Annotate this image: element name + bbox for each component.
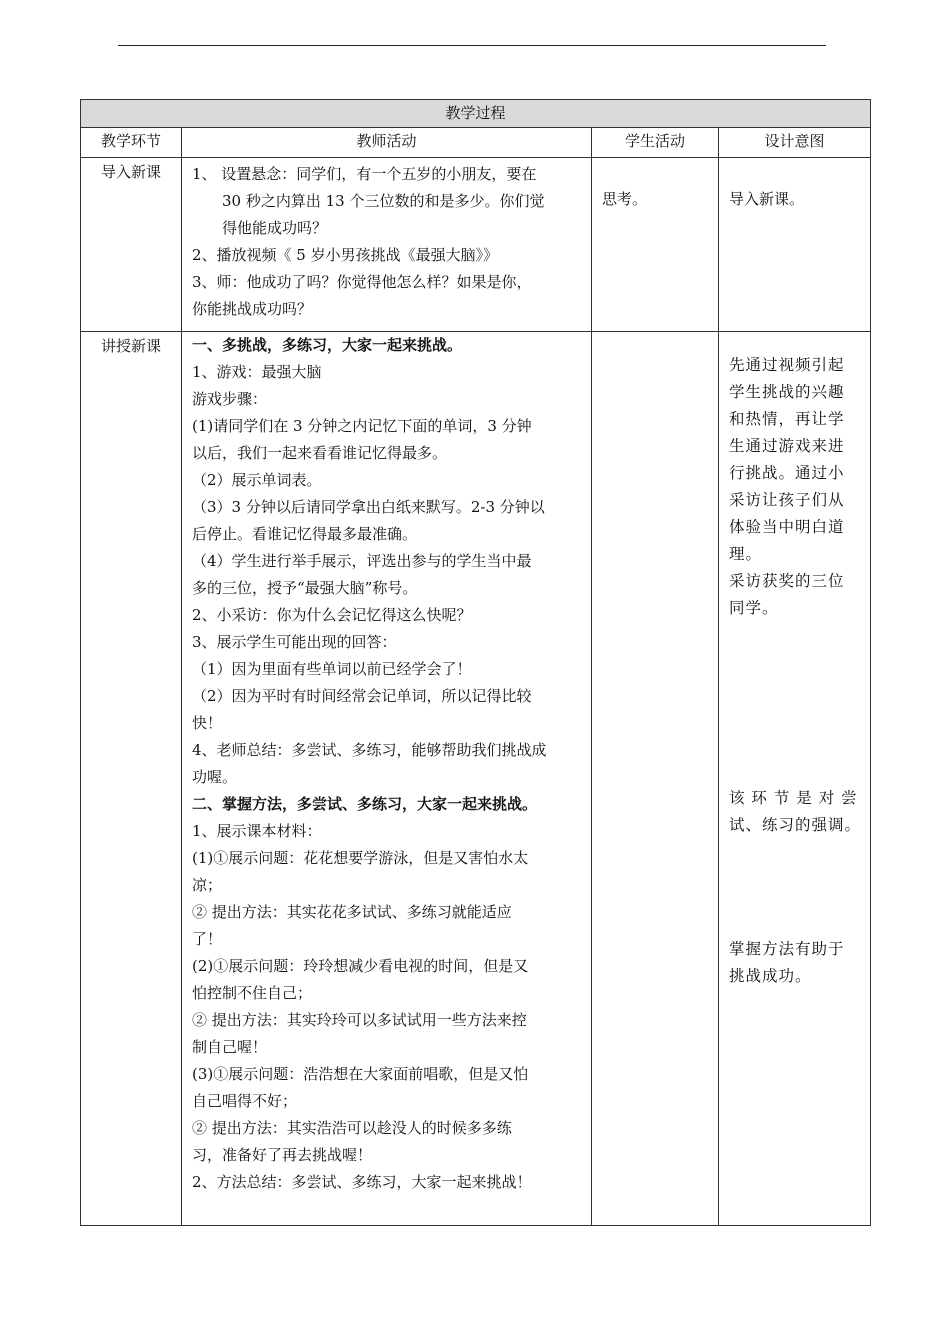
teacher-activity-cell: [182, 158, 592, 332]
teacher-line: 游戏步骤：: [192, 390, 268, 408]
teacher-line: （3）3 分钟以后请同学拿出白纸来默写。2-3 分钟以: [192, 498, 545, 516]
teacher-line: 后停止。看谁记忆得最多最准确。: [192, 525, 418, 543]
intent-line: 学生挑战的兴趣: [729, 383, 845, 401]
teacher-line: 1、展示课本材料：: [192, 822, 322, 840]
teacher-line: ② 提出方法：其实浩浩可以趁没人的时候多多练: [192, 1119, 512, 1137]
teacher-line: （2）因为平时有时间经常会记单词，所以记得比较: [192, 687, 532, 705]
teacher-line: 怕控制不住自己；: [192, 984, 313, 1002]
teacher-line: 凉；: [192, 876, 223, 894]
intent-line: 掌握方法有助于: [729, 940, 845, 958]
design-intent-cell: [719, 332, 871, 1226]
teacher-line: （4）学生进行举手展示，评选出参与的学生当中最: [192, 552, 532, 570]
intent-line: 该 环 节 是 对 尝: [729, 789, 858, 807]
student-activity-cell: 思考。: [592, 158, 719, 332]
stage-cell: 导入新课: [81, 158, 182, 332]
header-stage: 教学环节: [81, 128, 182, 158]
teacher-line: 自己唱得不好；: [192, 1092, 298, 1110]
teacher-line: （2）展示单词表。: [192, 471, 322, 489]
intent-line: 采访获奖的三位: [729, 572, 845, 590]
teacher-line: (1)请同学们在 3 分钟之内记忆下面的单词，3 分钟: [192, 417, 532, 435]
teacher-line: 快！: [192, 714, 223, 732]
stage-cell: 讲授新课: [81, 332, 182, 1226]
teacher-line: 2、方法总结：多尝试、多练习，大家一起来挑战！: [192, 1173, 532, 1191]
teacher-line: 1、游戏：最强大脑: [192, 363, 322, 381]
teacher-line: 你能挑战成功吗？: [192, 300, 313, 318]
teacher-line: 1、 设置悬念：同学们，有一个五岁的小朋友，要在: [192, 165, 537, 183]
table-title: 教学过程: [81, 100, 871, 128]
spacer: [729, 622, 862, 785]
table-row: [81, 332, 871, 1226]
table-row: [81, 158, 871, 332]
intent-line: 试、练习的强调。: [729, 816, 862, 834]
teacher-line: 30 秒之内算出 13 个三位数的和是多少。你们觉: [222, 192, 545, 210]
teacher-line: 习，准备好了再去挑战喔！: [192, 1146, 373, 1164]
teacher-line: 3、师：他成功了吗？你觉得他怎么样？如果是你，: [192, 273, 532, 291]
intent-line: 理。: [729, 545, 763, 563]
intent-line: 挑战成功。: [729, 967, 812, 985]
teacher-line: 功喔。: [192, 768, 238, 786]
teacher-line: 2、播放视频《 5 岁小男孩挑战《最强大脑》》: [192, 246, 499, 264]
teacher-line: 3、展示学生可能出现的回答：: [192, 633, 397, 651]
teacher-line: 了！: [192, 930, 223, 948]
intent-line: 行挑战。通过小: [729, 464, 845, 482]
section-heading: 二、掌握方法，多尝试、多练习，大家一起来挑战。: [192, 795, 538, 813]
intent-line: 同学。: [729, 599, 779, 617]
teacher-line: ② 提出方法：其实玲玲可以多试试用一些方法来控: [192, 1011, 527, 1029]
header-student-activity: 学生活动: [592, 128, 719, 158]
teacher-line: 多的三位，授予“最强大脑”称号。: [192, 579, 418, 597]
teacher-line: 4、老师总结：多尝试、多练习，能够帮助我们挑战成: [192, 741, 547, 759]
teacher-line: 制自己喔！: [192, 1038, 268, 1056]
intent-line: 先通过视频引起: [729, 356, 845, 374]
teacher-line: 2、小采访：你为什么会记忆得这么快呢？: [192, 606, 472, 624]
teacher-line: (3)①展示问题：浩浩想在大家面前唱歌，但是又怕: [192, 1065, 529, 1083]
intent-line: 采访让孩子们从: [729, 491, 845, 509]
teacher-line: （1）因为里面有些单词以前已经学会了！: [192, 660, 472, 678]
intent-line: 生通过游戏来进: [729, 437, 845, 455]
student-activity-cell: [592, 332, 719, 1226]
teacher-line: ② 提出方法：其实花花多试试、多练习就能适应: [192, 903, 512, 921]
intent-line: 和热情，再让学: [729, 410, 845, 428]
teacher-activity-cell: [182, 332, 592, 1226]
intent-line: 体验当中明白道: [729, 518, 845, 536]
header-teacher-activity: 教师活动: [182, 128, 592, 158]
spacer: [729, 839, 862, 936]
teacher-line: (1)①展示问题：花花想要学游泳，但是又害怕水太: [192, 849, 529, 867]
section-heading: 一、多挑战，多练习，大家一起来挑战。: [192, 336, 463, 354]
header-design-intent: 设计意图: [719, 128, 871, 158]
teacher-line: 以后，我们一起来看看谁记忆得最多。: [192, 444, 448, 462]
header-rule: [118, 45, 826, 46]
teacher-line: (2)①展示问题：玲玲想减少看电视的时间，但是又: [192, 957, 529, 975]
teacher-line: 得他能成功吗？: [222, 219, 328, 237]
lesson-table: [80, 99, 871, 1226]
design-intent-cell: 导入新课。: [719, 158, 871, 332]
